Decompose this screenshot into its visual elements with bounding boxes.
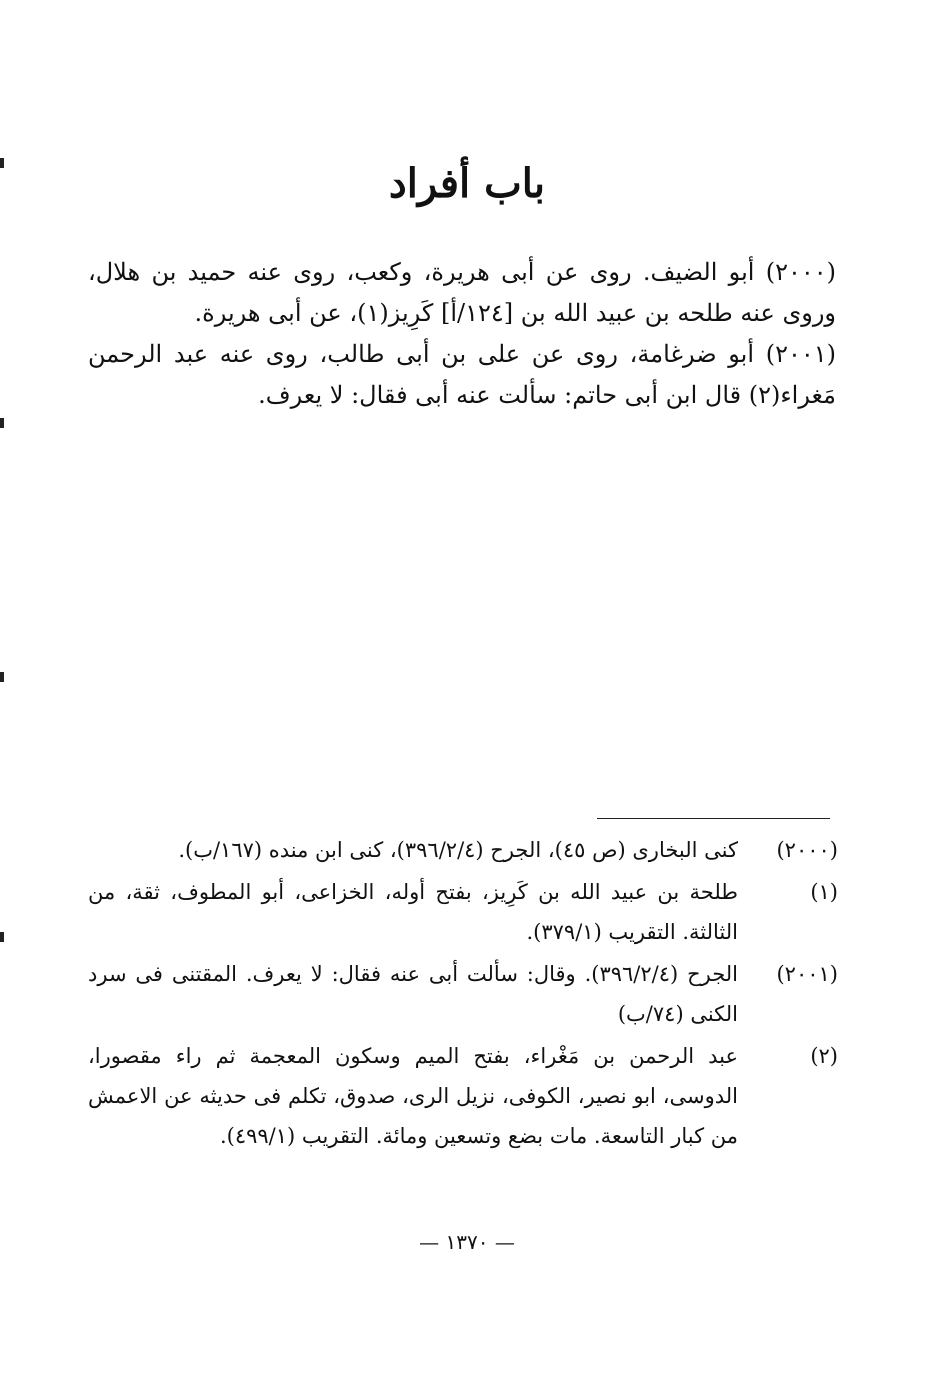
footnote-number: (٢): [810, 1044, 838, 1068]
margin-mark: [0, 418, 4, 428]
footnote-text: كنى البخارى (ص ٤٥)، الجرح (٣٩٦/٢/٤)، كنى ابن منده (١٦٧/ب).: [178, 838, 738, 862]
footnote-text: عبد الرحمن بن مَغْراء، بفتح الميم وسكون المعجمة ثم راء مقصورا، الدوسى، ابو نصير، الكوفى، نزيل الرى، صدوق، تكلم فى حديثه عن الاعمش من كبار التاسعة. مات بضع وتسعين ومائة. التقريب (٤٩٩/١).: [88, 1044, 738, 1148]
entry-paragraph: (٢٠٠١) أبو ضرغامة، روى عن على بن أبى طالب، روى عنه عبد الرحمن مَغراء(٢) قال ابن أبى حاتم: سألت عنه أبى فقال: لا يعرف.: [88, 340, 836, 409]
footnote: [88, 830, 838, 870]
footnote-number: (٢٠٠١): [776, 962, 838, 986]
margin-mark: [0, 672, 4, 682]
footnotes: [88, 830, 838, 1158]
footnote-text: طلحة بن عبيد الله بن كَرِيز، بفتح أوله، الخزاعى، أبو المطوف، ثقة، من الثالثة. التقريب (٣٧٩/١).: [88, 880, 738, 944]
page-number: — ١٣٧٠ —: [419, 1230, 515, 1254]
margin-mark: [0, 932, 4, 942]
main-text: [88, 252, 836, 416]
footnote-number: (١): [810, 880, 838, 904]
footnote: [88, 954, 838, 1034]
footnote-number: (٢٠٠٠): [776, 838, 838, 862]
entry-paragraph: (٢٠٠٠) أبو الضيف. روى عن أبى هريرة، وكعب، روى عنه حميد بن هلال، وروى عنه طلحه بن عبيد الله بن [١٢٤/أ] كَرِيز(١)، عن أبى هريرة.: [88, 258, 836, 327]
footnote-text: الجرح (٣٩٦/٢/٤). وقال: سألت أبى عنه فقال: لا يعرف. المقتنى فى سرد الكنى (٧٤/ب): [88, 962, 738, 1026]
footnote: [88, 872, 838, 952]
footnote: [88, 1036, 838, 1156]
footnote-separator: [597, 818, 830, 819]
page-title: باب أفراد: [388, 160, 546, 207]
